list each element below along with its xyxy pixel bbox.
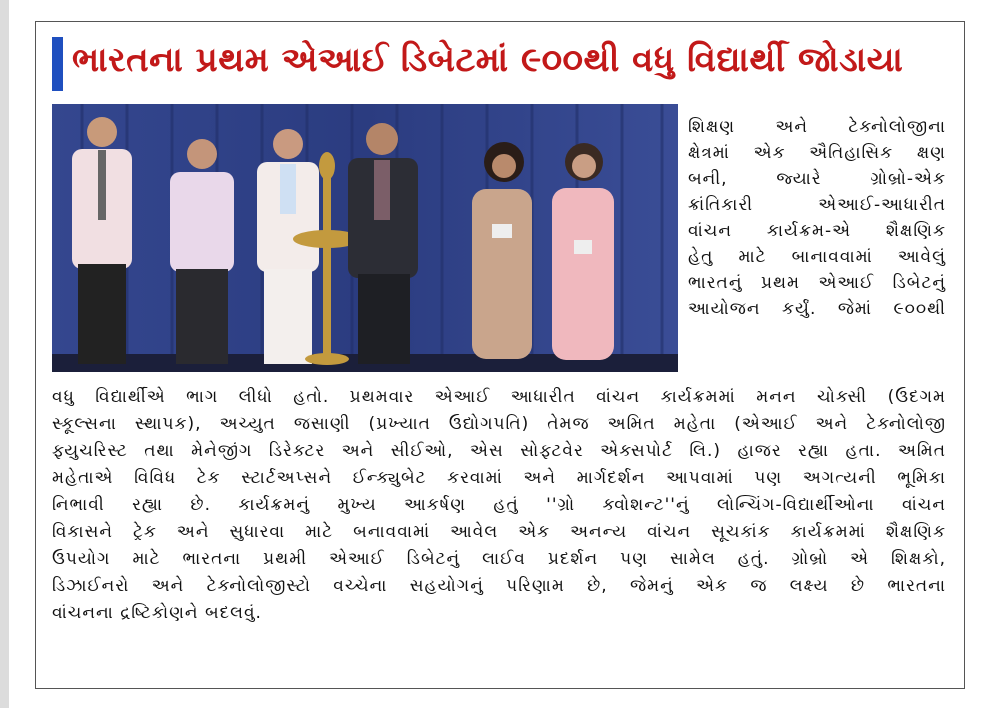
article-line: ક્ષેત્રમાં એક ઐતિહાસિક ક્ષણ — [688, 143, 946, 163]
article-body — [52, 384, 946, 627]
article-line: બની, જ્યારે ગ્રોબ્રો-એક — [688, 169, 946, 189]
page-edge-strip — [0, 0, 9, 708]
article-line: મહેતાએ વિવિધ ટેક સ્ટાર્ટઅપ્સને ઈન્ક્યુબેટ કરવામાં અને માર્ગદર્શન આપવામાં પણ અગત્યની ભૂમિકા — [52, 468, 946, 488]
article-line: શિક્ષણ અને ટેક્નોલોજીના — [688, 117, 946, 137]
headline: ભારતના પ્રથમ એઆઈ ડિબેટમાં ૯૦૦થી વધુ વિદ્યાર્થી જોડાયા — [72, 40, 904, 80]
article-line: હેતુ માટે બાનાવવામાં આવેલું — [688, 247, 946, 267]
article-line: ફ્યુચરિસ્ટ તથા મેનેજીંગ ડિરેક્ટર અને સીઈઓ, એસ સોફ્ટવેર એક્સપોર્ટ લિ.) હાજર રહ્યા હતા. અમિત — [52, 441, 946, 461]
event-photo-illustration — [52, 104, 678, 372]
article-line: વાંચન કાર્યક્રમ-એ શૈક્ષણિક — [688, 221, 946, 241]
article-line: સ્કૂલ્સના સ્થાપક), અચ્યુત જસાણી (પ્રખ્યાત ઉદ્યોગપતિ) તેમજ અમિત મહેતા (એઆઈ અને ટેક્નોલોજી — [52, 414, 946, 434]
article-line: ભારતનું પ્રથમ એઆઈ ડિબેટનું — [688, 273, 946, 293]
article-column-right — [688, 114, 946, 322]
article-line: વધુ વિદ્યાર્થીએ ભાગ લીધો હતો. પ્રથમવાર એઆઈ આધારીત વાંચન કાર્યક્રમમાં મનન ચોક્સી (ઉદગમ — [52, 387, 946, 407]
person-2 — [170, 139, 234, 364]
article-line: નિભાવી રહ્યા છે. કાર્યક્રમનું મુખ્ય આકર્ષણ હતું ''ગ્રો ક્વોશન્ટ''નું લોન્ચિંગ-વિદ્યાર્થીઓના વાંચન — [52, 495, 946, 515]
article-line: વિકાસને ટ્રેક અને સુધારવા માટે બનાવવામાં આવેલ એક અનન્ય વાંચન સૂચકાંક કાર્યક્રમમાં શૈક્ષણિક — [52, 522, 946, 542]
headline-accent-bar — [52, 37, 63, 91]
headline-block — [52, 35, 952, 93]
person-4 — [348, 123, 418, 364]
article-line: ઉપયોગ માટે ભારતના પ્રથમી એઆઈ ડિબેટનું લાઈવ પ્રદર્શન પણ સામેલ હતું. ગ્રોબ્રો એ શિક્ષકો, — [52, 549, 946, 569]
article-line: આયોજન કર્યું. જેમાં ૯૦૦થી — [688, 299, 946, 319]
article-line-last: વાંચનના દ્રષ્ટિકોણને બદલવું. — [52, 603, 262, 623]
person-1 — [72, 117, 132, 364]
article-line: ક્રાંતિકારી એઆઈ-આધારીત — [688, 195, 946, 215]
article-line: ડિઝાઈનરો અને ટેક્નોલોજીસ્ટો વચ્ચેના સહયોગનું પરિણામ છે, જેમનું એક જ લક્ષ્ય છે ભારતના — [52, 576, 946, 596]
event-photo — [52, 104, 678, 372]
